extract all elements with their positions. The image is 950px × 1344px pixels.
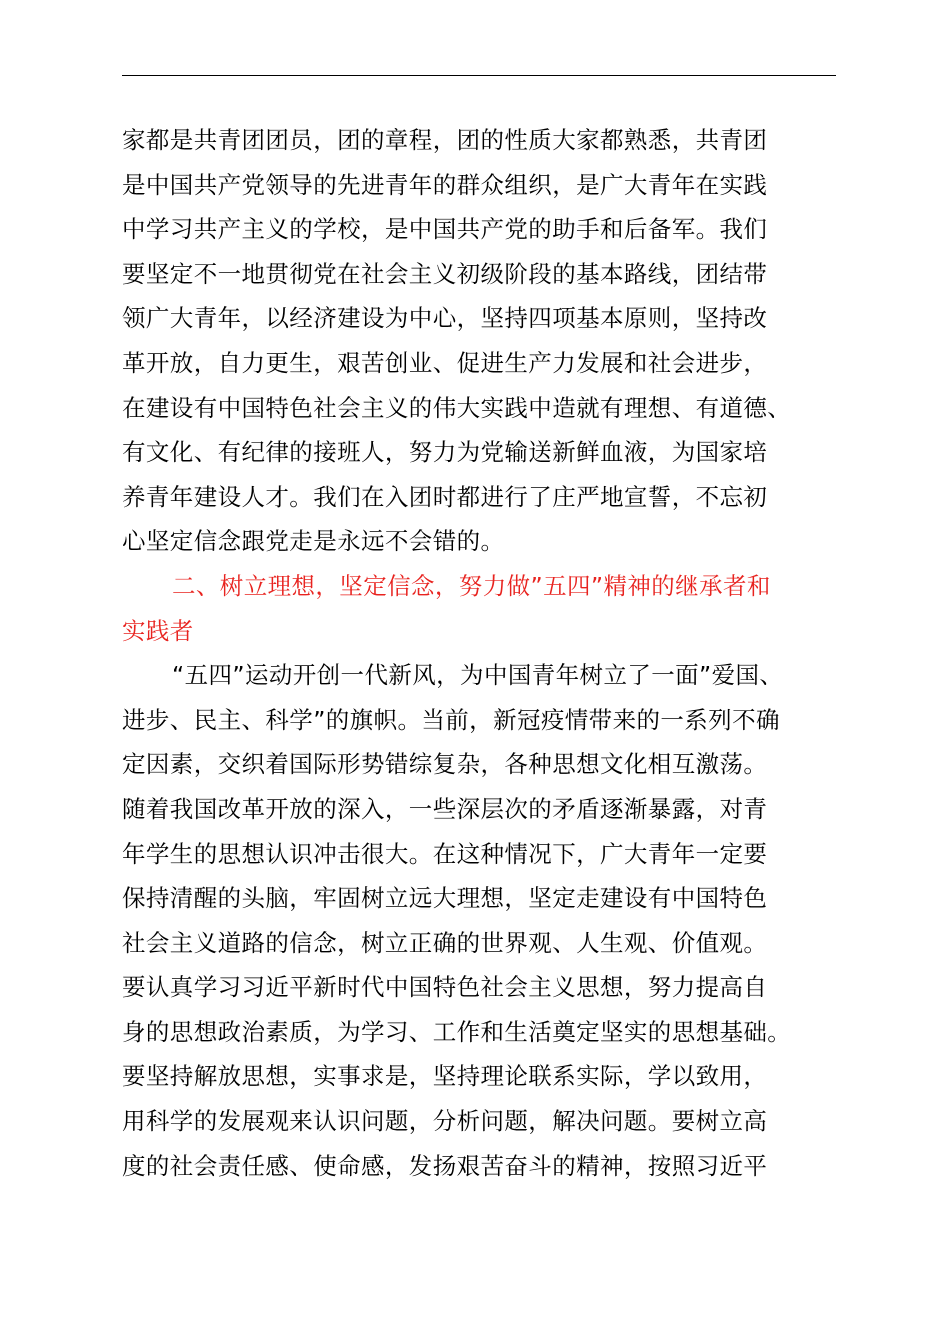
body-line: 用科学的发展观来认识问题，分析问题，解决问题。要树立高 [122,1107,768,1136]
body-line: 定因素，交织着国际形势错综复杂，各种思想文化相互激荡。 [122,750,768,779]
body-line: 领广大青年，以经济建设为中心，坚持四项基本原则，坚持改 [122,304,768,333]
header-rule [122,75,836,76]
body-line: 度的社会责任感、使命感，发扬艰苦奋斗的精神，按照习近平 [122,1151,768,1180]
body-line: 家都是共青团团员，团的章程，团的性质大家都熟悉，共青团 [122,126,768,154]
body-line: 要认真学习习近平新时代中国特色社会主义思想，努力提高自 [122,973,768,1002]
body-line: 是中国共产党领导的先进青年的群众组织，是广大青年在实践 [122,170,768,199]
body-line: 社会主义道路的信念，树立正确的世界观、人生观、价值观。 [122,928,768,957]
body-line: 要坚持解放思想，实事求是，坚持理论联系实际，学以致用， [122,1062,768,1091]
body-line: “五四”运动开创一代新风，为中国青年树立了一面”爱国、 [172,661,784,690]
body-line: 进步、民主、科学”的旗帜。当前，新冠疫情带来的一系列不确 [122,705,780,734]
body-line: 在建设有中国特色社会主义的伟大实践中造就有理想、有道德、 [122,393,792,422]
body-line: 身的思想政治素质，为学习、工作和生活奠定坚实的思想基础。 [122,1017,792,1046]
body-line: 有文化、有纪律的接班人，努力为党输送新鲜血液，为国家培 [122,438,768,467]
body-line: 年学生的思想认识冲击很大。在这种情况下，广大青年一定要 [122,839,768,868]
body-line: 养青年建设人才。我们在入团时都进行了庄严地宣誓，不忘初 [122,482,768,511]
body-line: 要坚定不一地贯彻党在社会主义初级阶段的基本路线，团结带 [122,259,768,288]
body-line: 随着我国改革开放的深入，一些深层次的矛盾逐渐暴露，对青 [122,794,768,823]
section-heading: 实践者 [122,616,194,645]
document-body [122,118,842,1188]
body-line: 革开放，自力更生，艰苦创业、促进生产力发展和社会进步， [122,348,768,377]
body-line: 保持清醒的头脑，牢固树立远大理想，坚定走建设有中国特色 [122,884,768,913]
body-line: 中学习共产主义的学校，是中国共产党的助手和后备军。我们 [122,215,768,244]
section-heading: 二、树立理想，坚定信念，努力做”五四”精神的继承者和 [172,571,771,600]
body-line: 心坚定信念跟党走是永远不会错的。 [122,527,505,556]
